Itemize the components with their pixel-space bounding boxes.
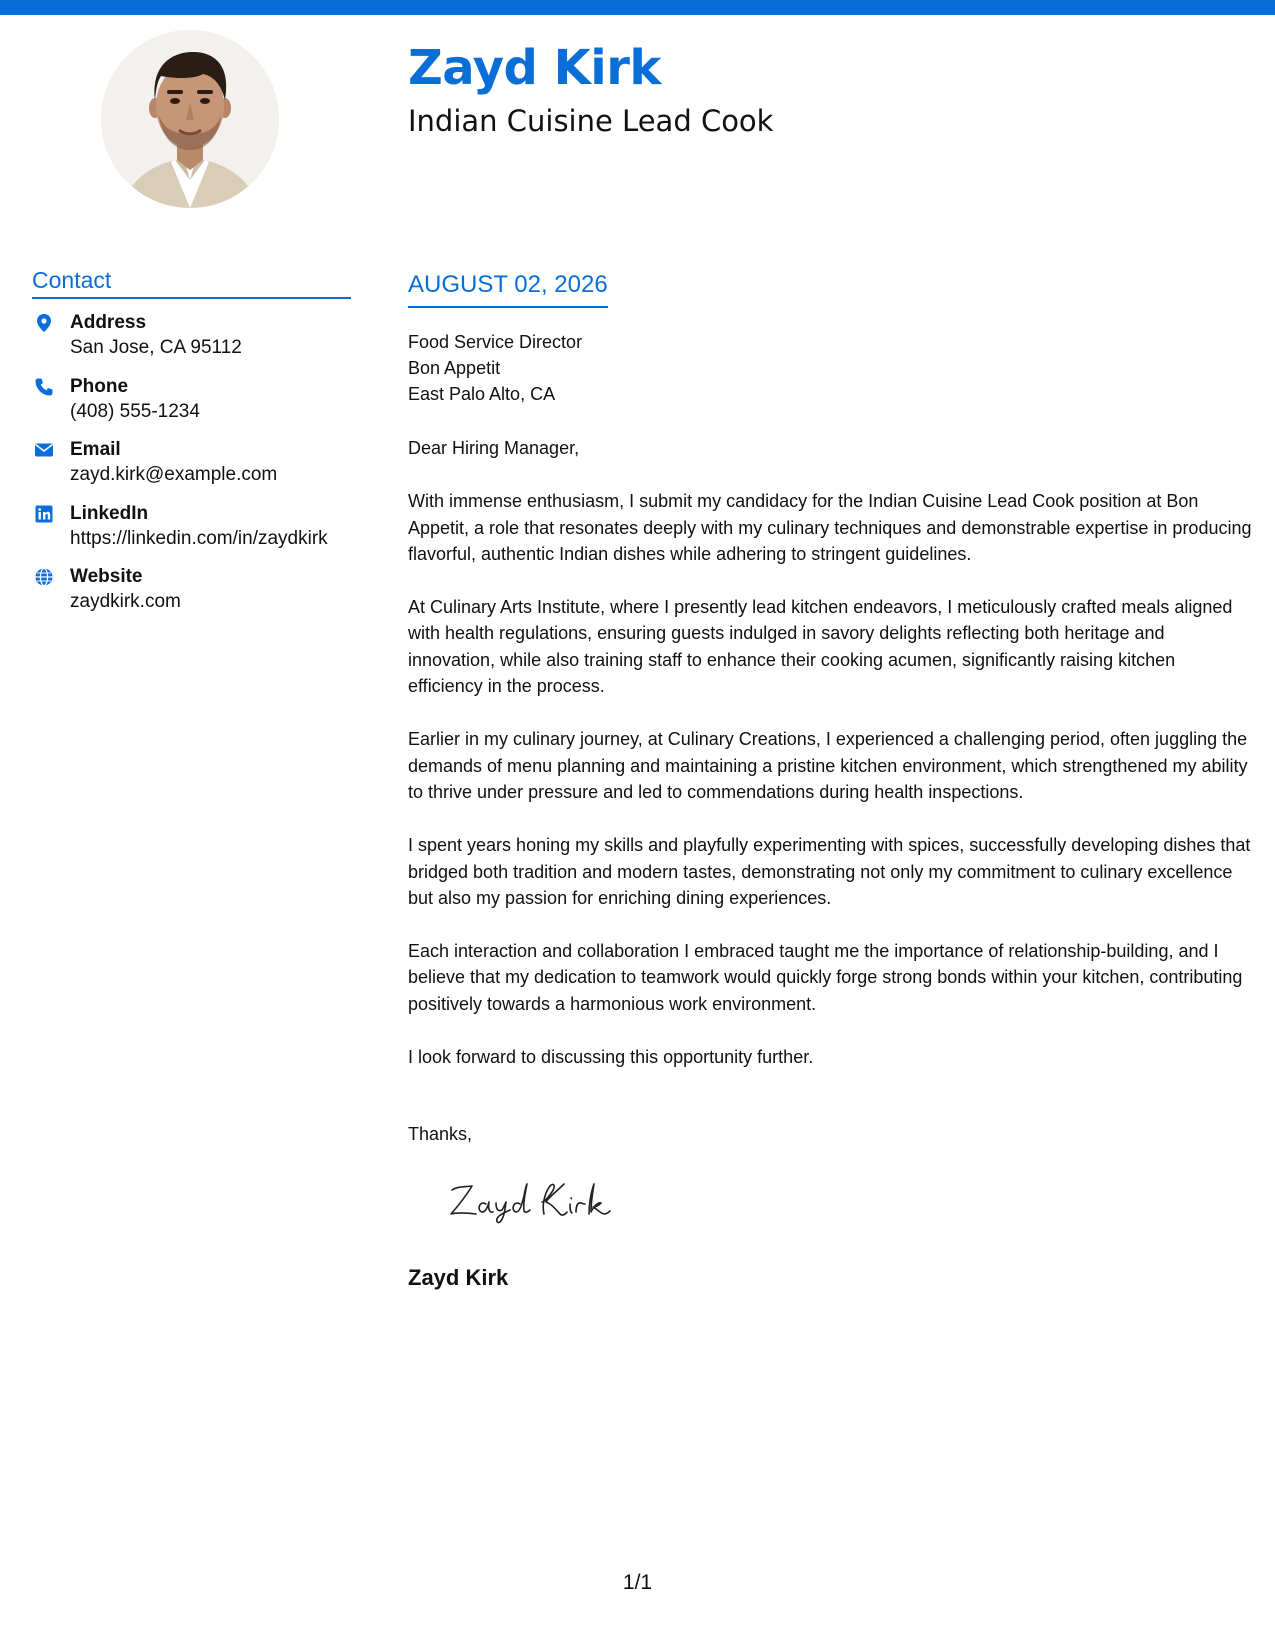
job-title: Indian Cuisine Lead Cook [408,104,774,138]
body-paragraph: I spent years honing my skills and playfully experimenting with spices, successfully developing dishes that bridged both tradition and modern tastes, demonstrating not only my commitment to culinary excellence but also my passion for enriching dining experiences. [408,835,1251,908]
handwritten-signature [448,1176,628,1226]
closing: Thanks, [408,1124,473,1144]
contact-list [32,311,362,629]
body-paragraph: Each interaction and collaboration I embraced taught me the importance of relationship-building, and I believe that my dedication to teamwork would quickly forge strong bonds within your kitchen, contributing positively towards a harmonious work environment. [408,941,1243,1014]
top-accent-bar [0,0,1275,15]
recipient-location: East Palo Alto, CA [408,384,556,404]
email-value[interactable]: zayd.kirk@example.com [70,464,278,485]
body-paragraph: At Culinary Arts Institute, where I presently lead kitchen endeavors, I meticulously crafted meals aligned with health regulations, ensuring guests indulged in savory delights reflecting both heritage and innovation, while also training staff to enhance their cooking acumen, significantly raising kitchen efficiency in the process. [408,597,1233,697]
letter-date: AUGUST 02, 2026 [408,270,608,308]
signer-name: Zayd Kirk [408,1265,509,1290]
contact-heading: Contact [32,266,351,299]
linkedin-label: LinkedIn [70,502,149,524]
phone-value: (408) 555-1234 [70,400,200,422]
contact-item-phone [32,375,362,439]
recipient-title: Food Service Director [408,332,583,352]
page-number: 1/1 [622,1571,653,1594]
address-value: San Jose, CA 95112 [70,337,242,358]
body-paragraph: I look forward to discussing this opportunity further. [408,1047,814,1068]
body-paragraph: With immense enthusiasm, I submit my candidacy for the Indian Cuisine Lead Cook position at Bon Appetit, a role that resonates deeply with my culinary techniques and demonstrable expertise in producing flavorful, authentic Indian dishes while adhering to stringent guidelines. [408,491,1252,564]
email-icon [34,440,54,460]
contact-item-address [32,311,362,375]
salutation: Dear Hiring Manager, [408,438,580,458]
linkedin-icon [34,504,54,524]
body-paragraph: Earlier in my culinary journey, at Culinary Creations, I experienced a challenging period, often juggling the demands of menu planning and maintaining a pristine kitchen environment, which strengthened my ability to thrive under pressure and led to commendations during health inspections. [408,729,1248,802]
avatar [101,30,279,208]
contact-item-website [32,565,362,629]
phone-label: Phone [70,375,129,397]
recipient-block [408,329,582,407]
contact-item-email [32,438,362,502]
recipient-company: Bon Appetit [408,358,501,378]
profile-photo [101,30,279,208]
website-label: Website [70,566,143,587]
location-pin-icon [34,313,54,333]
address-label: Address [70,312,147,333]
phone-icon [34,377,54,397]
letter-body [408,435,1253,1097]
linkedin-value[interactable]: https://linkedin.com/in/zaydkirk [70,527,328,549]
contact-item-linkedin [32,502,362,566]
applicant-name: Zayd Kirk [408,40,661,96]
email-label: Email [70,439,121,460]
globe-icon [34,567,54,587]
website-value[interactable]: zaydkirk.com [70,591,181,612]
